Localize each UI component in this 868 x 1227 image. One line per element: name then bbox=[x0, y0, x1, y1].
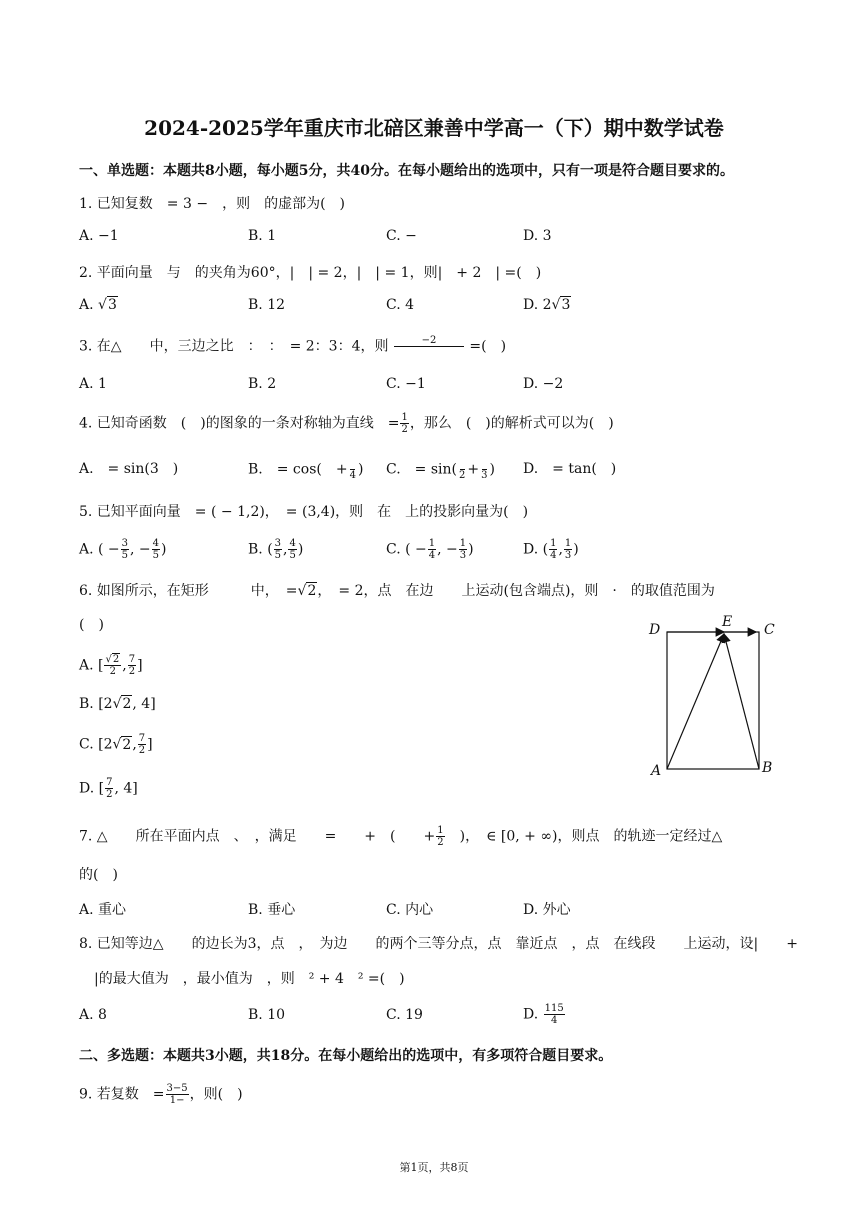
rectangle-figure bbox=[640, 612, 780, 782]
label-d: D bbox=[649, 622, 661, 638]
q2-option-d: D. 2√3 bbox=[523, 297, 571, 313]
label-a: A bbox=[651, 763, 662, 779]
question-5-stem: 5. 已知平面向量 = ( − 1,2)， = (3,4)，则 在 上的投影向量为( ) bbox=[79, 504, 529, 520]
question-8-stem: 8. 已知等边△ 的边长为3，点 ， 为边 的两个三等分点，点 靠近点 ，点 在线段 上运动，设| + bbox=[79, 936, 798, 952]
page-footer: 第1页，共8页 bbox=[399, 1161, 469, 1174]
q7-option-d: D. 外心 bbox=[523, 902, 571, 918]
q6-option-a: A. [ $\frac{√2}{2}$ , $\frac{7}{2}$ ] bbox=[79, 654, 143, 677]
question-4-stem: 4. 已知奇函数 ( )的图象的一条对称轴为直线 = $\frac{1}{2}$ ，那么 ( )的解析式可以为( ) bbox=[79, 412, 614, 435]
q3-option-c: C. −1 bbox=[386, 376, 426, 392]
q2-option-b: B. 12 bbox=[248, 297, 286, 313]
q3-option-a: A. 1 bbox=[79, 376, 107, 392]
q4-option-c: C. = sin( 2 + 3 ) bbox=[386, 458, 495, 481]
question-1-stem: 1. 已知复数 = 3 − ，则 的虚部为( ) bbox=[79, 196, 345, 212]
q6-option-b: B. [2√2, 4] bbox=[79, 696, 156, 712]
q5-option-d: D. ( $\frac{1}{4}$ , $\frac{1}{3}$ ) bbox=[523, 538, 579, 561]
q7-option-b: B. 垂心 bbox=[248, 902, 296, 918]
q3-option-d: D. −2 bbox=[523, 376, 564, 392]
q5-option-c: C. ( − $\frac{1}{4}$ , − $\frac{1}{3}$ ) bbox=[386, 538, 474, 561]
q2-option-c: C. 4 bbox=[386, 297, 415, 313]
section-header-multi-choice: 二、多选题：本题共3小题，共18分。在每小题给出的选项中，有多项符合题目要求。 bbox=[79, 1048, 613, 1064]
q7-option-c: C. 内心 bbox=[386, 902, 434, 918]
question-6-stem: 6. 如图所示，在矩形 中， =√2， = 2，点 在边 上运动(包含端点)，则 · 的取值范围为 bbox=[79, 583, 715, 599]
q5-option-a: A. ( − $\frac{3}{5}$ , − $\frac{4}{5}$ ) bbox=[79, 538, 167, 561]
q3-option-b: B. 2 bbox=[248, 376, 277, 392]
question-3-stem: 3. 在△ 中，三边之比 ： ： = 2：3：4，则 −2 =( ) bbox=[79, 335, 507, 355]
section-header-single-choice: 一、单选题：本题共8小题，每小题5分，共40分。在每小题给出的选项中，只有一项是符合题目要求的。 bbox=[79, 163, 734, 179]
page-title: 2024-2025学年重庆市北碚区兼善中学高一（下）期中数学试卷 bbox=[144, 116, 724, 140]
q1-option-d: D. 3 bbox=[523, 228, 552, 244]
question-2-stem: 2. 平面向量 与 的夹角为60°，| | = 2，| | = 1，则| + 2 | =( ) bbox=[79, 265, 542, 281]
question-8-line2: |的最大值为 ，最小值为 ，则 ² + 4 ² =( ) bbox=[94, 971, 405, 987]
q4-option-d: D. = tan( ) bbox=[523, 461, 617, 477]
question-7-stem: 7. △ 所在平面内点 、 ，满足 = + ( + $\frac{1}{2}$ )， ∈ [0, + ∞)，则点 的轨迹一定经过△ bbox=[79, 825, 723, 848]
q5-option-b: B. ( $\frac{3}{5}$ , $\frac{4}{5}$ ) bbox=[248, 538, 304, 561]
q8-option-b: B. 10 bbox=[248, 1007, 286, 1023]
question-9-stem: 9. 若复数 = $\frac{3-5}{1-}$ ，则( ) bbox=[79, 1083, 243, 1106]
label-b: B bbox=[762, 760, 773, 776]
q4-option-b: B. = cos( + 4 ) bbox=[248, 458, 363, 481]
q7-option-a: A. 重心 bbox=[79, 902, 127, 918]
label-e: E bbox=[722, 614, 733, 630]
q8-option-d: D. $\frac{115}{4}$ bbox=[523, 1003, 564, 1026]
label-c: C bbox=[764, 622, 775, 638]
q8-option-c: C. 19 bbox=[386, 1007, 423, 1023]
vector-ae bbox=[667, 634, 724, 769]
q1-option-a: A. −1 bbox=[79, 228, 119, 244]
q8-option-a: A. 8 bbox=[79, 1007, 107, 1023]
q6-option-d: D. [ $\frac{7}{2}$ , 4] bbox=[79, 777, 138, 800]
q2-option-a: A. √3 bbox=[79, 297, 117, 313]
question-6-paren: ( ) bbox=[79, 617, 104, 633]
q4-option-a: A. = sin(3 ) bbox=[79, 461, 179, 477]
rectangle-abcd bbox=[667, 632, 759, 769]
q1-option-c: C. − bbox=[386, 228, 417, 244]
vector-be bbox=[724, 634, 759, 769]
question-7-line2: 的( ) bbox=[79, 867, 118, 883]
q1-option-b: B. 1 bbox=[248, 228, 277, 244]
q6-option-c: C. [2√2, $\frac{7}{2}$ ] bbox=[79, 733, 153, 756]
